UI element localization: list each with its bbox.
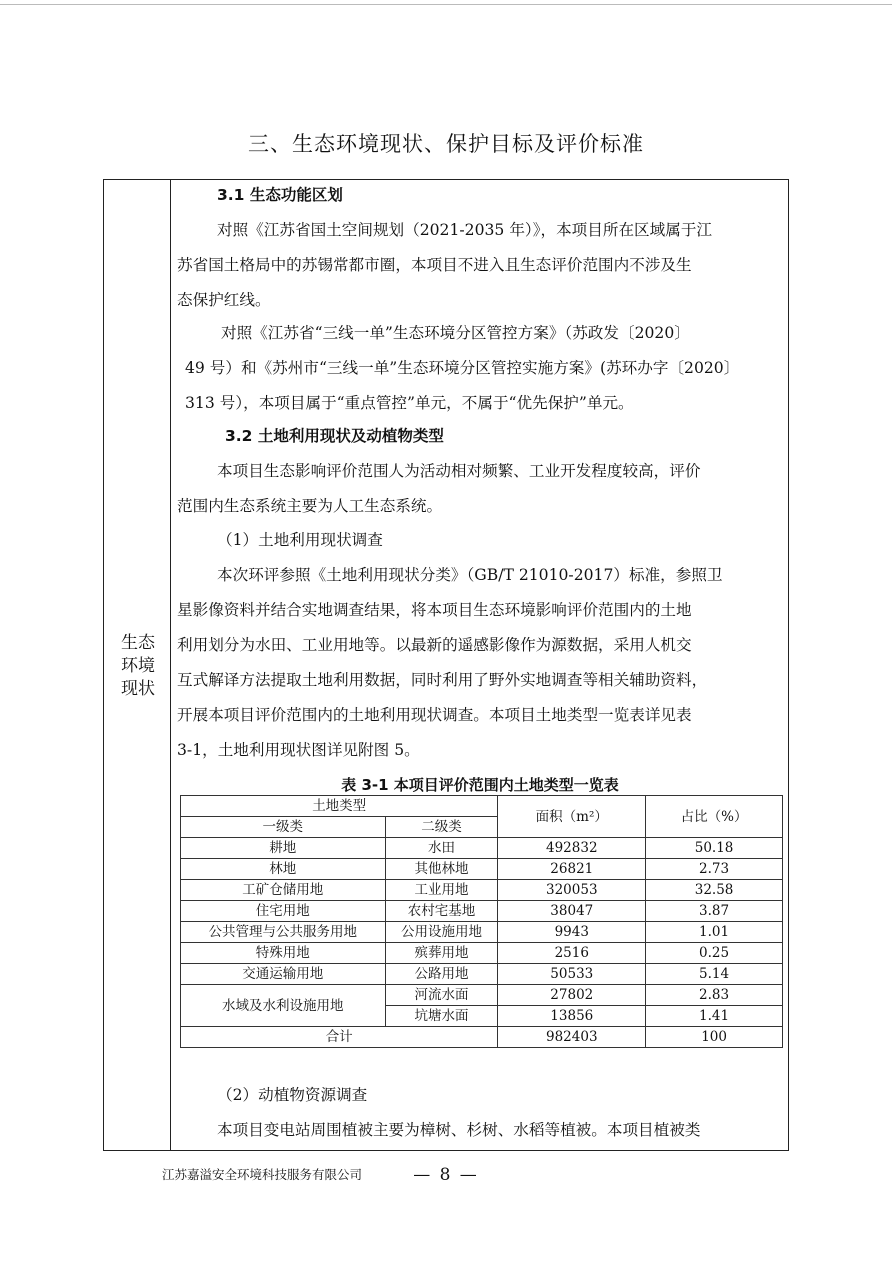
cell-level1: 住宅用地 <box>181 901 386 922</box>
section-3-1-heading: 3.1 生态功能区划 <box>217 186 343 204</box>
header-area: 面积（m²） <box>498 796 646 838</box>
cell-ratio: 50.18 <box>646 838 783 859</box>
cell-level2: 坑塘水面 <box>385 1006 498 1027</box>
paragraph-line: 利用划分为水田、工业用地等。以最新的遥感影像作为源数据，采用人机交 <box>177 636 692 654</box>
paragraph-line: 互式解译方法提取土地利用数据，同时利用了野外实地调查等相关辅助资料， <box>177 671 708 689</box>
page-number: — 8 — <box>413 1165 479 1185</box>
footer-company: 江苏嘉溢安全环境科技服务有限公司 <box>162 1167 363 1182</box>
paragraph-line: 对照《江苏省国土空间规划（2021-2035 年）》，本项目所在区域属于江 <box>217 221 713 239</box>
table-row <box>181 859 783 880</box>
table-caption: 表 3-1 本项目评价范围内土地类型一览表 <box>341 776 619 794</box>
cell-level2: 河流水面 <box>385 985 498 1006</box>
paragraph-line: 开展本项目评价范围内的土地利用现状调查。本项目土地类型一览表详见表 <box>177 706 692 724</box>
cell-area: 26821 <box>498 859 646 880</box>
cell-level2: 工业用地 <box>385 880 498 901</box>
paragraph-line: 苏省国土格局中的苏锡常都市圈，本项目不进入且生态评价范围内不涉及生 <box>177 256 692 274</box>
cell-level1: 水域及水利设施用地 <box>181 985 386 1027</box>
table-row <box>181 922 783 943</box>
cell-area: 2516 <box>498 943 646 964</box>
cell-ratio: 3.87 <box>646 901 783 922</box>
header-level2: 二级类 <box>385 817 498 838</box>
top-rule <box>0 4 892 5</box>
cell-level1: 交通运输用地 <box>181 964 386 985</box>
cell-total-label: 合计 <box>181 1027 498 1048</box>
cell-level2: 其他林地 <box>385 859 498 880</box>
table-row <box>181 985 783 1006</box>
cell-level1: 工矿仓储用地 <box>181 880 386 901</box>
table-row <box>181 880 783 901</box>
header-land-type: 土地类型 <box>181 796 498 817</box>
cell-level2: 公路用地 <box>385 964 498 985</box>
cell-ratio: 0.25 <box>646 943 783 964</box>
cell-ratio: 5.14 <box>646 964 783 985</box>
cell-area: 320053 <box>498 880 646 901</box>
cell-ratio: 1.01 <box>646 922 783 943</box>
cell-ratio: 1.41 <box>646 1006 783 1027</box>
land-type-table <box>180 795 783 1048</box>
cell-area: 9943 <box>498 922 646 943</box>
cell-level1: 耕地 <box>181 838 386 859</box>
cell-total-area: 982403 <box>498 1027 646 1048</box>
cell-ratio: 32.58 <box>646 880 783 901</box>
subsection-1-heading: （1）土地利用现状调查 <box>217 531 383 549</box>
cell-level1: 林地 <box>181 859 386 880</box>
paragraph-line: 对照《江苏省“三线一单”生态环境分区管控方案》（苏政发〔2020〕 <box>221 324 690 342</box>
header-level1: 一级类 <box>181 817 386 838</box>
paragraph-line: 313 号），本项目属于“重点管控”单元，不属于“优先保护”单元。 <box>185 394 634 412</box>
table-row <box>181 838 783 859</box>
paragraph-line: 态保护红线。 <box>177 291 271 309</box>
cell-level2: 农村宅基地 <box>385 901 498 922</box>
cell-level2: 殡葬用地 <box>385 943 498 964</box>
header-ratio: 占比（%） <box>646 796 783 838</box>
cell-area: 38047 <box>498 901 646 922</box>
paragraph-line: 本项目变电站周围植被主要为樟树、杉树、水稻等植被。本项目植被类 <box>217 1121 701 1139</box>
table-row <box>181 943 783 964</box>
left-column <box>104 180 171 1150</box>
left-label-line: 现状 <box>121 679 155 699</box>
left-label <box>118 632 158 701</box>
paragraph-line: 本次环评参照《土地利用现状分类》（GB/T 21010-2017）标准，参照卫 <box>217 566 723 584</box>
paragraph-line: 本项目生态影响评价范围人为活动相对频繁、工业开发程度较高，评价 <box>217 462 701 480</box>
cell-level1: 公共管理与公共服务用地 <box>181 922 386 943</box>
cell-area: 13856 <box>498 1006 646 1027</box>
cell-area: 27802 <box>498 985 646 1006</box>
paragraph-line: 范围内生态系统主要为人工生态系统。 <box>177 497 443 515</box>
page-title: 三、生态环境现状、保护目标及评价标准 <box>248 132 644 156</box>
paragraph-line: 49 号）和《苏州市“三线一单”生态环境分区管控实施方案》(苏环办字〔2020〕 <box>185 359 740 377</box>
cell-level2: 公用设施用地 <box>385 922 498 943</box>
content-frame <box>103 179 789 1151</box>
cell-area: 50533 <box>498 964 646 985</box>
table-total-row <box>181 1027 783 1048</box>
table-header-row <box>181 796 783 817</box>
left-label-line: 环境 <box>121 656 155 676</box>
left-label-line: 生态 <box>121 633 155 653</box>
cell-total-ratio: 100 <box>646 1027 783 1048</box>
cell-ratio: 2.83 <box>646 985 783 1006</box>
subsection-2-heading: （2）动植物资源调查 <box>217 1086 368 1104</box>
paragraph-line: 3-1，土地利用现状图详见附图 5。 <box>177 741 420 759</box>
section-3-2-heading: 3.2 土地利用现状及动植物类型 <box>225 427 444 445</box>
cell-level1: 特殊用地 <box>181 943 386 964</box>
table-row <box>181 964 783 985</box>
cell-level2: 水田 <box>385 838 498 859</box>
table-row <box>181 901 783 922</box>
cell-ratio: 2.73 <box>646 859 783 880</box>
paragraph-line: 星影像资料并结合实地调查结果，将本项目生态环境影响评价范围内的土地 <box>177 601 692 619</box>
cell-area: 492832 <box>498 838 646 859</box>
